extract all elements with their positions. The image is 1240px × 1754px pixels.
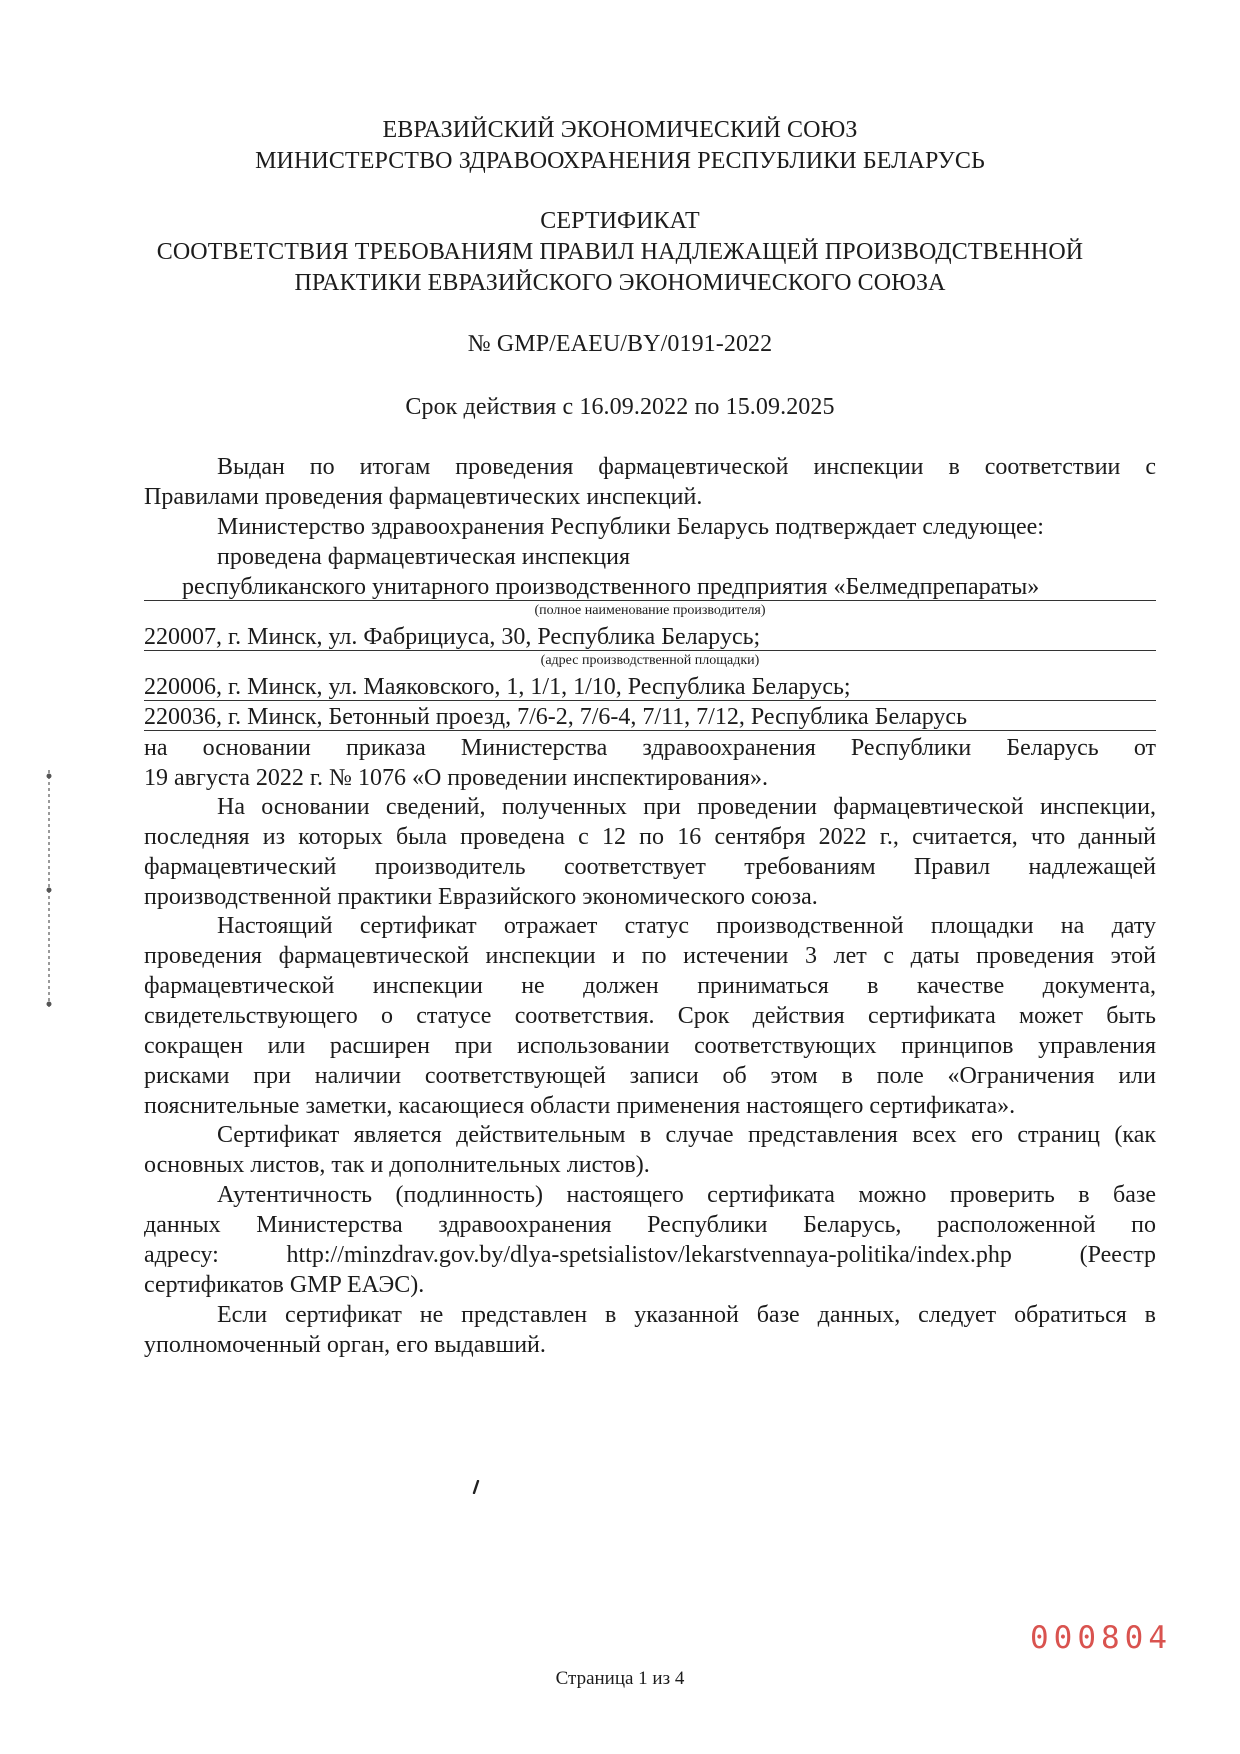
status-line: фармацевтической инспекции не должен приниматься в качестве документа, [144, 973, 1156, 999]
status-line: рисками при наличии соответствующей записи об этом в поле «Ограничения или [144, 1063, 1156, 1089]
ministry-title: МИНИСТЕРСТВО ЗДРАВООХРАНЕНИЯ РЕСПУБЛИКИ БЕЛАРУСЬ [255, 148, 985, 174]
address-label: адресу: [144, 1242, 219, 1268]
site-address-3: 220036, г. Минск, Бетонный проезд, 7/6-2, 7/6-4, 7/11, 7/12, Республика Беларусь [144, 702, 1156, 732]
inspection-line: последняя из которых была проведена с 12 по 16 сентября 2022 г., считается, что данный [144, 824, 1156, 850]
inspection-paragraph [144, 792, 1156, 912]
authenticity-line: данных Министерства здравоохранения Республики Беларусь, расположенной по [144, 1212, 1156, 1238]
authenticity-line [144, 1240, 1156, 1270]
status-paragraph [144, 911, 1156, 1121]
contact-line: Если сертификат не представлен в указанной базе данных, следует обратиться в [217, 1302, 1156, 1328]
registry-url-link[interactable]: http://minzdrav.gov.by/dlya-spetsialistov/lekarstvennaya-politika/index.php [286, 1242, 1012, 1268]
inspection-line: На основании сведений, полученных при проведении фармацевтической инспекции, [217, 794, 1156, 820]
site-address-2: 220006, г. Минск, ул. Маяковского, 1, 1/1, 1/10, Республика Беларусь; [144, 672, 1156, 702]
validity-line: Сертификат является действительным в случае представления всех его страниц (как [217, 1122, 1156, 1148]
page-number: Страница 1 из 4 [555, 1668, 685, 1689]
binding-stitch-mark [45, 770, 53, 1010]
intro-paragraph [144, 452, 1156, 572]
certificate-heading [0, 206, 1240, 299]
authenticity-line: Аутентичность (подлинность) настоящего сертификата можно проверить в базе [217, 1182, 1156, 1208]
contact-line: уполномоченный орган, его выдавший. [144, 1332, 546, 1358]
manufacturer-name: республиканского унитарного производственного предприятия «Белмедпрепараты» [144, 572, 1156, 602]
status-line: сокращен или расширен при использовании соответствующих принципов управления [144, 1033, 1156, 1059]
order-paragraph [144, 733, 1156, 793]
status-line: Настоящий сертификат отражает статус производственной площадки на дату [217, 913, 1156, 939]
serial-number-stamp: 000804 [1030, 1620, 1172, 1656]
contact-paragraph [144, 1300, 1156, 1360]
site-address-1: 220007, г. Минск, ул. Фабрициуса, 30, Республика Беларусь; [144, 622, 1156, 652]
certificate-title: СЕРТИФИКАТ [540, 208, 700, 234]
site-address-caption: (адрес производственной площадки) [540, 653, 760, 668]
validity-paragraph [144, 1120, 1156, 1180]
status-line: свидетельствующего о статусе соответствия. Срок действия сертификата может быть [144, 1003, 1156, 1029]
certificate-subtitle-line-2: ПРАКТИКИ ЕВРАЗИЙСКОГО ЭКОНОМИЧЕСКОГО СОЮЗА [294, 270, 946, 296]
order-line: 19 августа 2022 г. № 1076 «О проведении инспектирования». [144, 765, 768, 791]
validity-period: Срок действия с 16.09.2022 по 15.09.2025 [405, 394, 835, 420]
issuer-header [0, 115, 1240, 177]
status-line: проведения фармацевтической инспекции и по истечении 3 лет с даты проведения этой [144, 943, 1156, 969]
status-line: пояснительные заметки, касающиеся области применения настоящего сертификата». [144, 1093, 1016, 1119]
certificate-subtitle-line-1: СООТВЕТСТВИЯ ТРЕБОВАНИЯМ ПРАВИЛ НАДЛЕЖАЩЕЙ ПРОИЗВОДСТВЕННОЙ [156, 239, 1084, 265]
validity-line: основных листов, так и дополнительных листов). [144, 1152, 650, 1178]
intro-line: проведена фармацевтическая инспекция [217, 544, 630, 570]
intro-line: Министерство здравоохранения Республики Беларусь подтверждает следующее: [217, 514, 1044, 540]
intro-line: Выдан по итогам проведения фармацевтической инспекции в соответствии с [217, 454, 1156, 480]
certificate-number: № GMP/EAEU/BY/0191-2022 [467, 331, 773, 357]
manufacturer-name-caption: (полное наименование производителя) [534, 603, 766, 618]
registry-note: (Реестр [1079, 1242, 1156, 1268]
intro-line: Правилами проведения фармацевтических инспекций. [144, 484, 703, 510]
inspection-line: фармацевтический производитель соответствует требованиям Правил надлежащей [144, 854, 1156, 880]
authenticity-line: сертификатов GMP ЕАЭС). [144, 1272, 425, 1298]
ink-speck [472, 1480, 480, 1494]
union-title: ЕВРАЗИЙСКИЙ ЭКОНОМИЧЕСКИЙ СОЮЗ [382, 117, 858, 143]
authenticity-paragraph [144, 1180, 1156, 1300]
inspection-line: производственной практики Евразийского экономического союза. [144, 884, 818, 910]
order-line: на основании приказа Министерства здравоохранения Республики Беларусь от [144, 735, 1156, 761]
